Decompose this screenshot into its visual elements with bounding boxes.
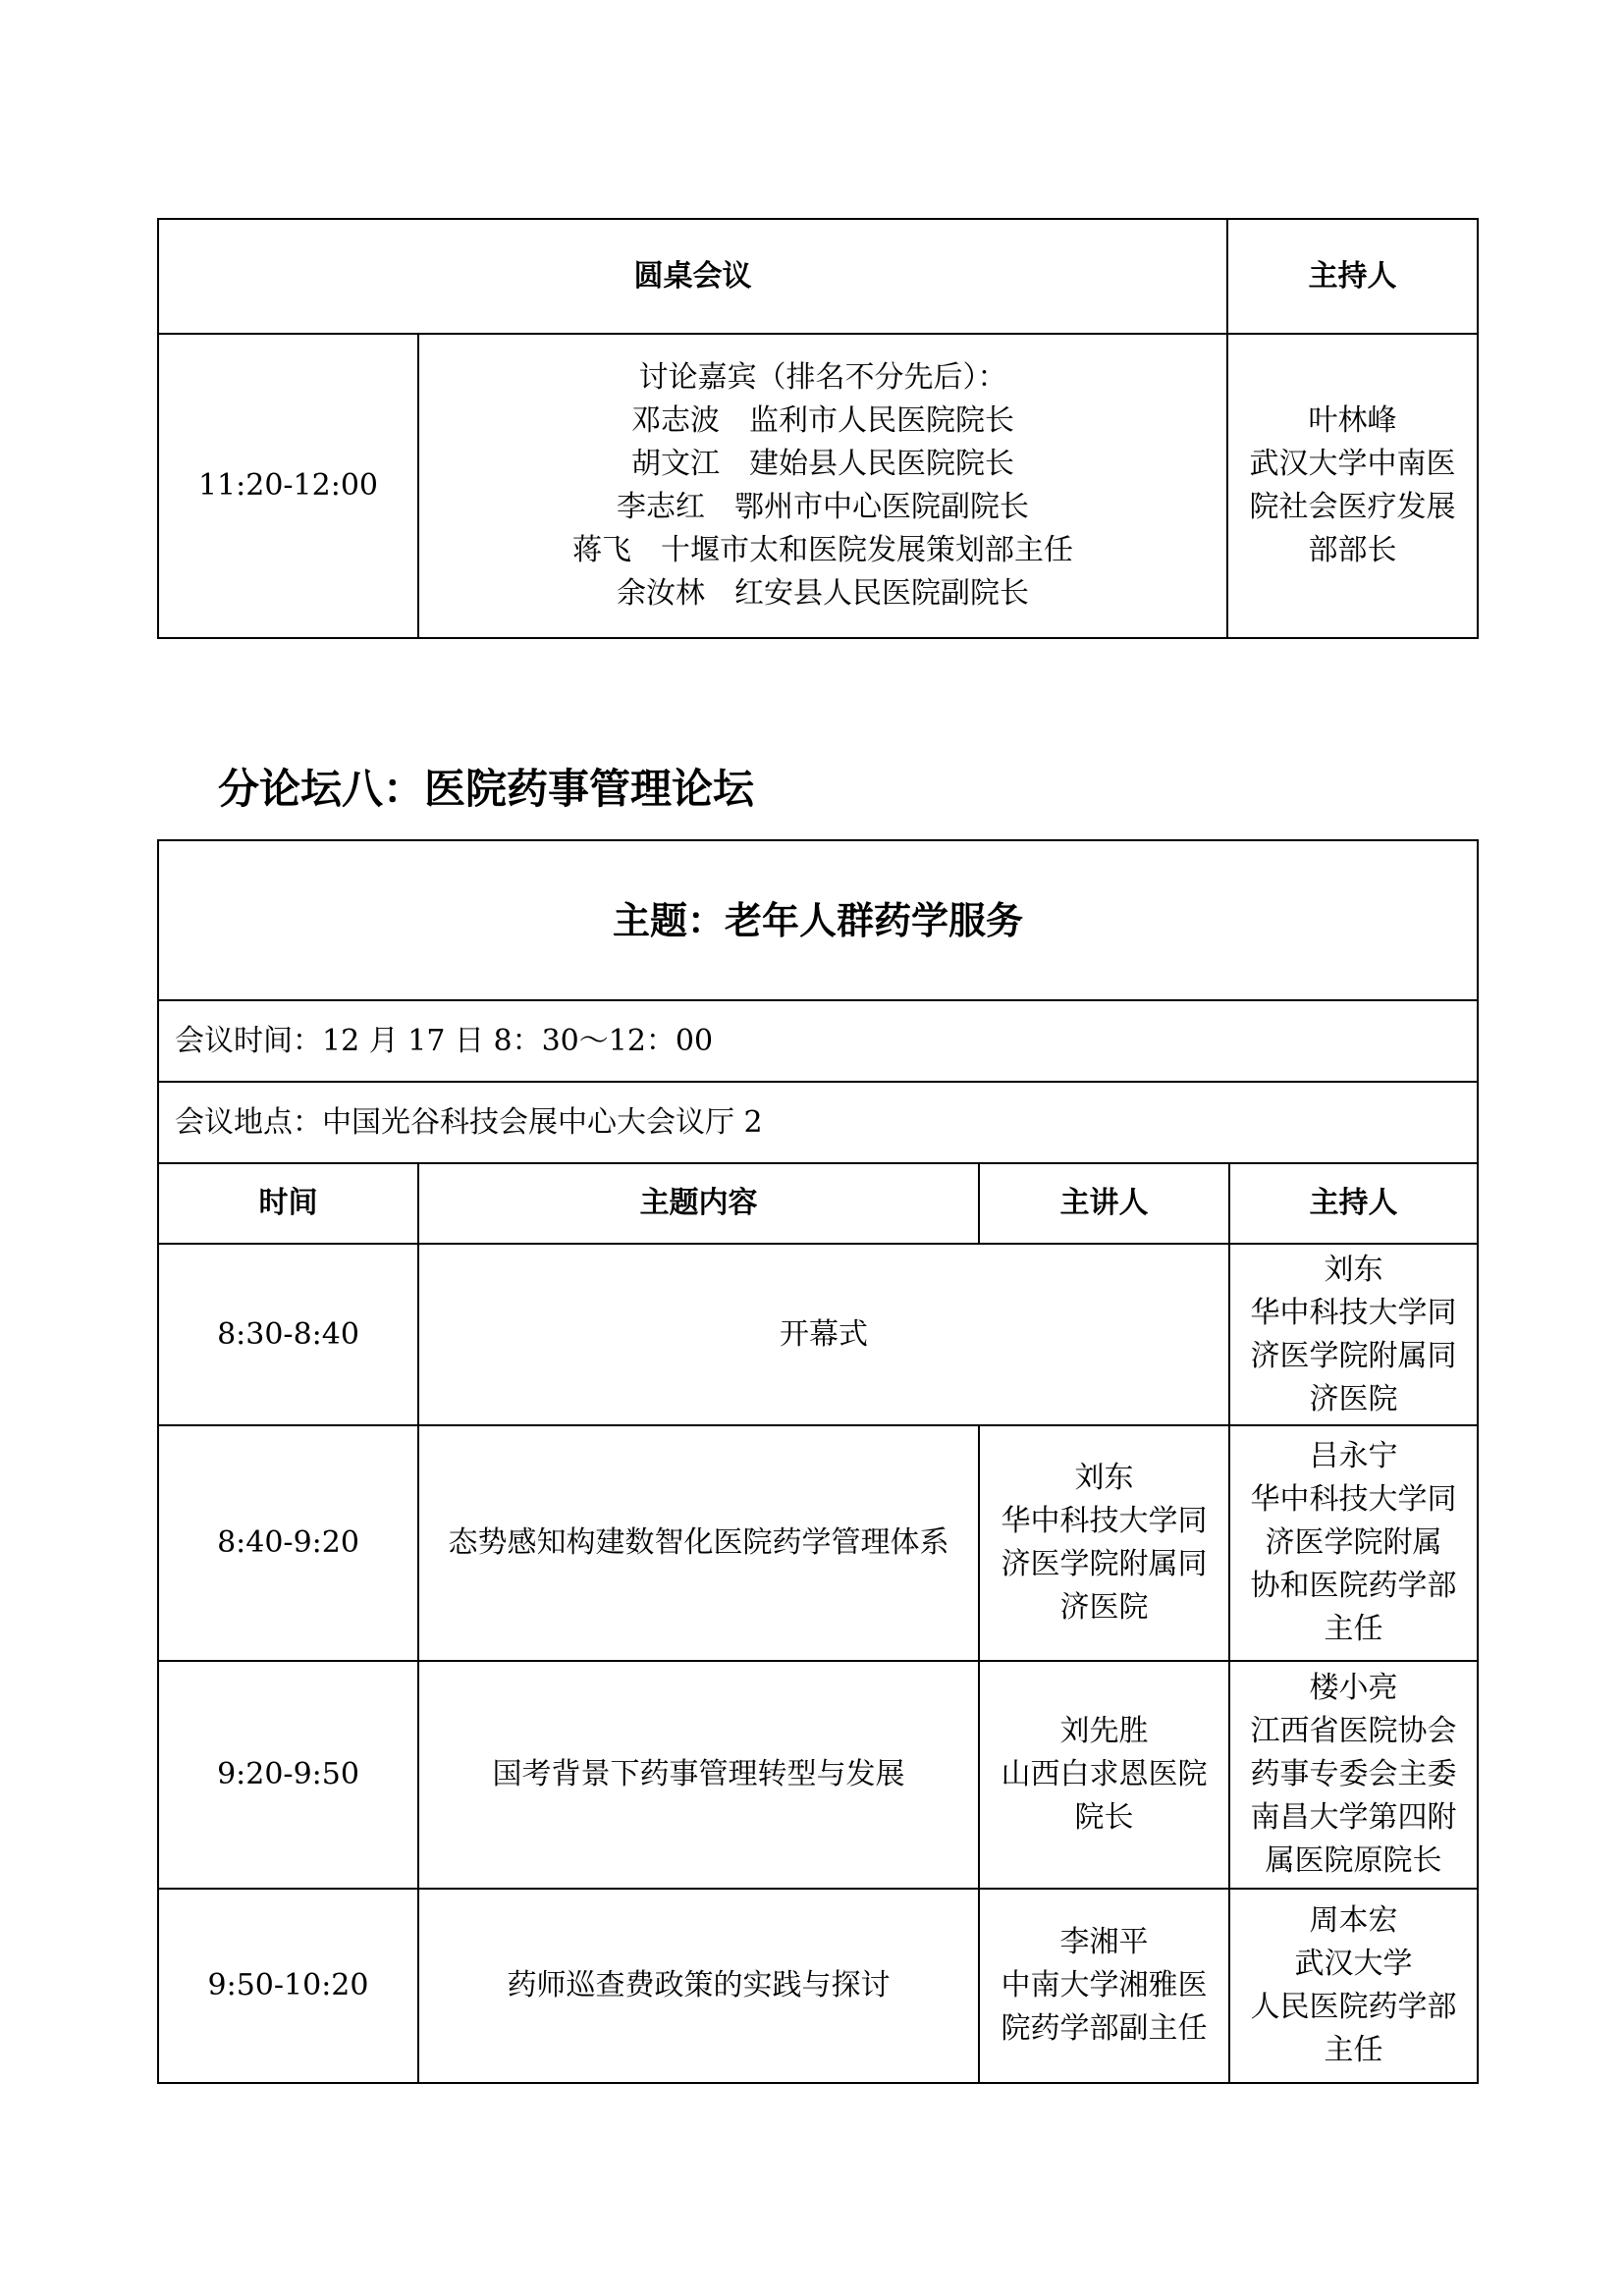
- guest-line: 邓志波 监利市人民医院院长: [631, 403, 1014, 438]
- host-line: 武汉大学中南医: [1249, 447, 1456, 481]
- speaker-line: 院长: [1074, 1800, 1134, 1835]
- speaker-line: 济医院: [1059, 1590, 1149, 1625]
- guest-line: 蒋飞 十堰市太和医院发展策划部主任: [572, 533, 1073, 567]
- host-line: 协和医院药学部: [1250, 1569, 1457, 1603]
- column-header-speaker: 主讲人: [979, 1163, 1229, 1244]
- speaker-line: 华中科技大学同: [1001, 1504, 1208, 1538]
- roundtable-guests: [418, 334, 1227, 638]
- row-time: 9:50-10:20: [158, 1889, 418, 2083]
- host-line: 济医院: [1309, 1381, 1398, 1416]
- host-line: 济医学院附属同: [1250, 1338, 1457, 1373]
- roundtable-row: [158, 334, 1478, 638]
- meeting-place-row: [158, 1082, 1478, 1163]
- program-table: [157, 839, 1479, 2084]
- row-host: [1229, 1244, 1478, 1425]
- row-speaker: [979, 1889, 1229, 2083]
- theme-row: [158, 840, 1478, 1000]
- host-line: 刘东: [1324, 1252, 1383, 1287]
- speaker-line: 李湘平: [1059, 1925, 1149, 1959]
- host-line: 药事专委会主委: [1250, 1757, 1457, 1791]
- guest-line: 胡文江 建始县人民医院院长: [631, 447, 1014, 481]
- host-line: 主任: [1324, 2033, 1383, 2067]
- roundtable-table: [157, 218, 1479, 639]
- row-topic: 态势感知构建数智化医院药学管理体系: [418, 1425, 979, 1661]
- row-host: [1229, 1889, 1478, 2083]
- meeting-time-row: [158, 1000, 1478, 1082]
- table-row: [158, 1244, 1478, 1425]
- row-speaker: [979, 1661, 1229, 1889]
- meeting-time: 会议时间：12 月 17 日 8：30～12：00: [158, 1000, 1478, 1082]
- row-host: [1229, 1425, 1478, 1661]
- row-host: [1229, 1661, 1478, 1889]
- speaker-line: 中南大学湘雅医: [1001, 1968, 1208, 2002]
- speaker-line: 山西白求恩医院: [1001, 1757, 1208, 1791]
- table-row: [158, 1425, 1478, 1661]
- speaker-line: 济医学院附属同: [1001, 1547, 1208, 1581]
- host-line: 南昌大学第四附: [1250, 1800, 1457, 1835]
- forum-title: 分论坛八：医院药事管理论坛: [218, 765, 755, 813]
- table-row: [158, 1661, 1478, 1889]
- meeting-place: 会议地点：中国光谷科技会展中心大会议厅 2: [158, 1082, 1478, 1163]
- row-topic: 药师巡查费政策的实践与探讨: [418, 1889, 979, 2083]
- row-time: 8:30-8:40: [158, 1244, 418, 1425]
- table-row: [158, 1889, 1478, 2083]
- row-speaker: [979, 1425, 1229, 1661]
- host-line: 人民医院药学部: [1250, 1990, 1457, 2024]
- guest-line: 李志红 鄂州市中心医院副院长: [617, 490, 1029, 524]
- roundtable-host: [1227, 334, 1478, 638]
- host-line: 属医院原院长: [1265, 1843, 1442, 1878]
- host-line: 主任: [1324, 1612, 1383, 1646]
- host-line: 周本宏: [1309, 1903, 1398, 1938]
- host-line: 部部长: [1308, 533, 1397, 567]
- host-line: 吕永宁: [1309, 1439, 1398, 1473]
- row-topic: 开幕式: [418, 1244, 1229, 1425]
- speaker-line: 刘先胜: [1059, 1714, 1149, 1748]
- column-header-host: 主持人: [1229, 1163, 1478, 1244]
- speaker-line: 院药学部副主任: [1001, 2011, 1208, 2046]
- row-topic: 国考背景下药事管理转型与发展: [418, 1661, 979, 1889]
- host-line: 华中科技大学同: [1250, 1482, 1457, 1517]
- host-line: 武汉大学: [1294, 1947, 1413, 1981]
- host-line: 济医学院附属: [1265, 1525, 1442, 1560]
- column-header-time: 时间: [158, 1163, 418, 1244]
- roundtable-title: 圆桌会议: [158, 219, 1227, 334]
- host-line: 院社会医疗发展: [1249, 490, 1456, 524]
- forum-theme: 主题：老年人群药学服务: [158, 840, 1478, 1000]
- row-time: 9:20-9:50: [158, 1661, 418, 1889]
- roundtable-host-header: 主持人: [1227, 219, 1478, 334]
- host-line: 华中科技大学同: [1250, 1295, 1457, 1330]
- roundtable-header-row: [158, 219, 1478, 334]
- host-line: 江西省医院协会: [1250, 1714, 1457, 1748]
- host-line: 楼小亮: [1309, 1671, 1398, 1705]
- guest-line: 讨论嘉宾（排名不分先后）：: [638, 360, 1007, 395]
- host-line: 叶林峰: [1308, 403, 1397, 438]
- column-header-row: [158, 1163, 1478, 1244]
- speaker-line: 刘东: [1074, 1461, 1134, 1495]
- column-header-topic: 主题内容: [418, 1163, 979, 1244]
- roundtable-time: 11:20-12:00: [158, 334, 418, 638]
- row-time: 8:40-9:20: [158, 1425, 418, 1661]
- guest-line: 余汝林 红安县人民医院副院长: [617, 576, 1029, 611]
